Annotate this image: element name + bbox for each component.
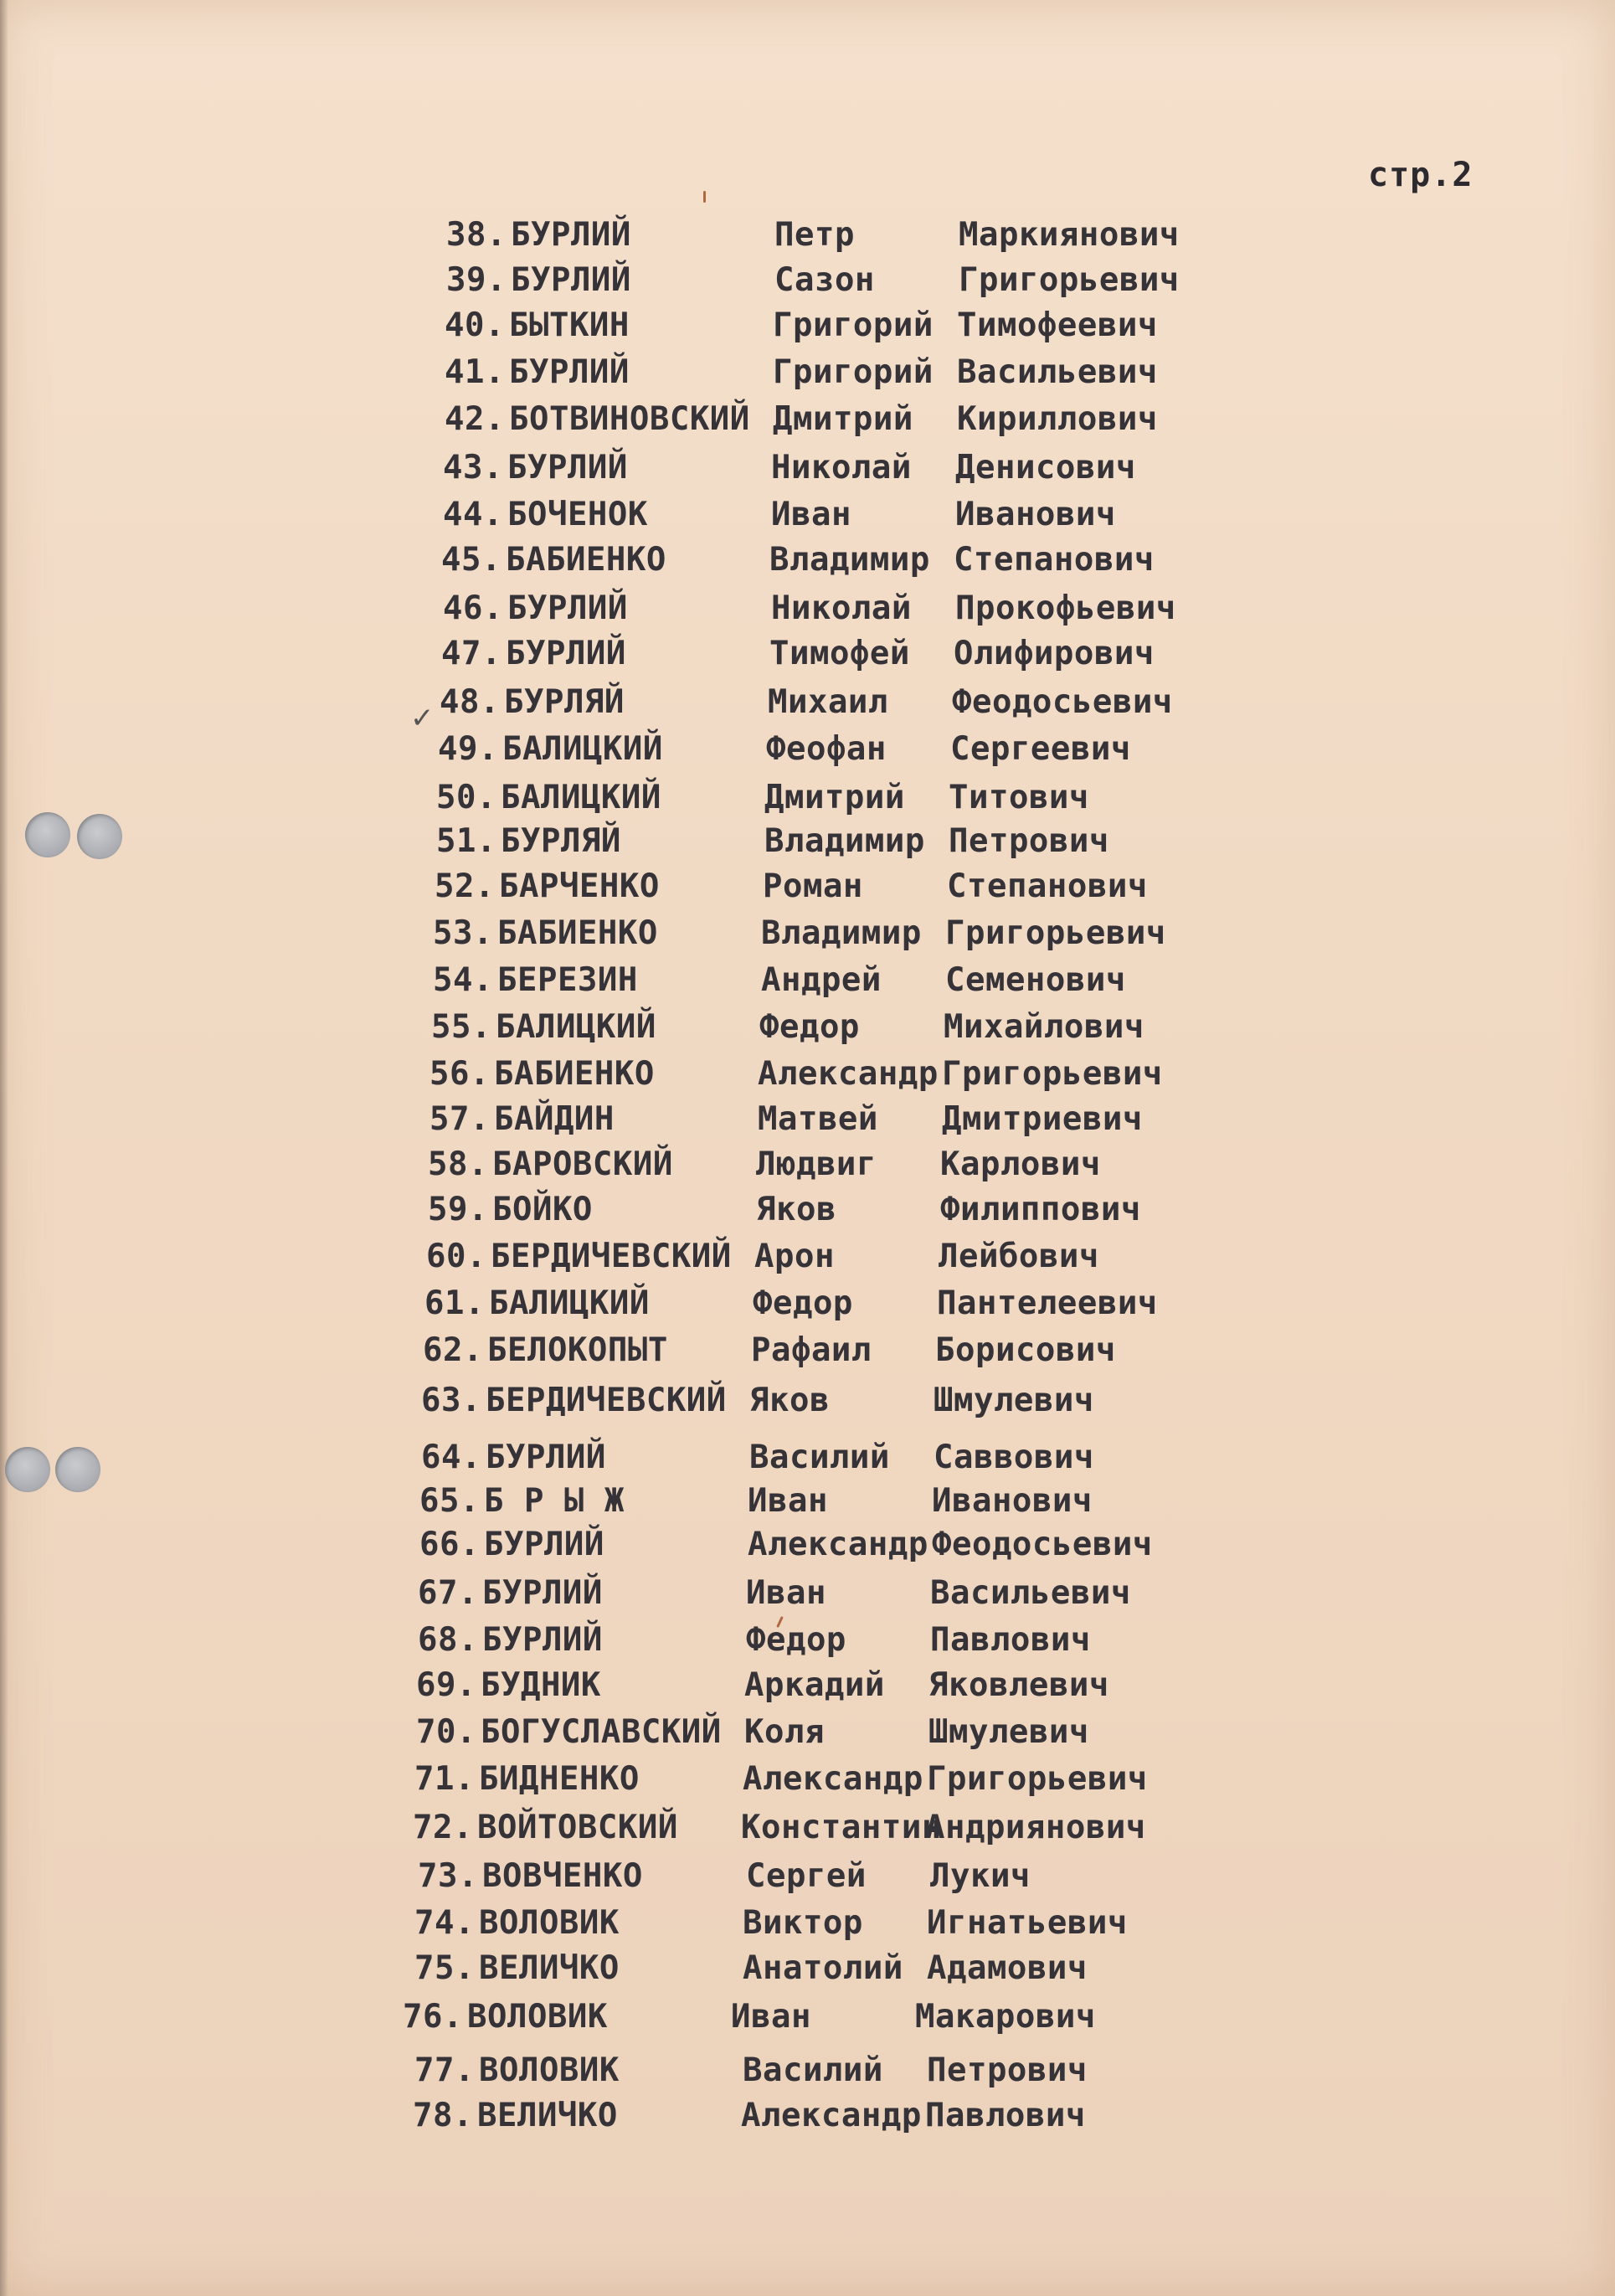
surname: БАБИЕНКО (506, 541, 666, 579)
entry-number: 59. (428, 1191, 488, 1228)
surname: БОЧЕНОК (507, 496, 648, 533)
entry-number: 57. (429, 1100, 490, 1138)
patronymic: Филиппович (940, 1191, 1141, 1228)
entry-number: 50. (436, 779, 496, 816)
patronymic: Лейбович (939, 1238, 1099, 1275)
given-name: Владимир (761, 914, 922, 952)
patronymic: Маркиянович (959, 216, 1180, 254)
patronymic: Петрович (927, 2051, 1088, 2089)
entry-number: 55. (431, 1008, 491, 1046)
entry-number: 75. (414, 1949, 475, 1987)
surname: Б Р Ы Ж (484, 1482, 625, 1520)
surname: ВОЛОВИК (479, 2051, 620, 2089)
surname: БАЛИЦКИЙ (502, 730, 663, 768)
surname: БАРЧЕНКО (499, 867, 660, 905)
given-name: Петр (774, 216, 855, 254)
entry-number: 40. (445, 306, 505, 344)
patronymic: Адамович (927, 1949, 1088, 1987)
given-name: Григорий (773, 353, 934, 391)
surname: БАРОВСКИЙ (492, 1145, 673, 1183)
given-name: Иван (731, 1998, 811, 2036)
given-name: Александр (748, 1526, 928, 1563)
given-name: Андрей (761, 961, 882, 999)
entry-number: 48. (440, 683, 500, 721)
given-name: Александр (741, 2097, 922, 2134)
patronymic: Васильевич (930, 1574, 1131, 1612)
patronymic: Григорьевич (959, 261, 1180, 299)
surname: ВОВЧЕНКО (482, 1857, 643, 1895)
surname: БУРЛИЙ (486, 1439, 606, 1476)
surname: ВОЛОВИК (479, 1904, 620, 1942)
given-name: Дмитрий (773, 400, 913, 438)
entry-number: 78. (413, 2097, 473, 2134)
patronymic: Дмитриевич (942, 1100, 1143, 1138)
surname: БУРЛИЙ (482, 1574, 603, 1612)
entry-number: 69. (416, 1666, 476, 1704)
surname: БАБИЕНКО (494, 1055, 655, 1093)
patronymic: Петрович (949, 822, 1109, 860)
entry-number: 71. (414, 1760, 475, 1798)
patronymic: Степанович (947, 867, 1148, 905)
given-name: Дмитрий (764, 779, 905, 816)
surname: БУРЛЯЙ (501, 822, 621, 860)
given-name: Николай (771, 449, 912, 486)
patronymic: Саввович (934, 1439, 1094, 1476)
given-name: Феофан (766, 730, 887, 768)
patronymic: Феодосьевич (932, 1526, 1153, 1563)
given-name: Иван (746, 1574, 826, 1612)
patronymic: Яковлевич (928, 1666, 1109, 1704)
given-name: Сазон (774, 261, 875, 299)
surname: БЫТКИН (509, 306, 630, 344)
entry-number: 73. (418, 1857, 478, 1895)
patronymic: Прокофьевич (955, 589, 1176, 627)
surname: БЕЛОКОПЫТ (487, 1331, 668, 1369)
entry-number: 68. (418, 1621, 478, 1659)
given-name: Иван (748, 1482, 828, 1520)
patronymic: Лукич (930, 1857, 1031, 1895)
surname: БУРЛИЙ (511, 261, 631, 299)
given-name: Григорий (773, 306, 934, 344)
patronymic: Григорьевич (942, 1055, 1163, 1093)
patronymic: Макарович (915, 1998, 1096, 2036)
surname: БУРЛИЙ (484, 1526, 604, 1563)
surname: БАЛИЦКИЙ (489, 1284, 650, 1322)
patronymic: Григорьевич (927, 1760, 1148, 1798)
given-name: Аркадий (744, 1666, 885, 1704)
patronymic: Михайлович (944, 1008, 1144, 1046)
patronymic: Игнатьевич (927, 1904, 1128, 1942)
given-name: Владимир (769, 541, 930, 579)
patronymic: Павлович (925, 2097, 1086, 2134)
given-name: Владимир (764, 822, 925, 860)
entry-number: 76. (403, 1998, 463, 2036)
given-name: Иван (771, 496, 851, 533)
surname: БАЛИЦКИЙ (496, 1008, 656, 1046)
given-name: Федор (759, 1008, 860, 1046)
surname: ВЕЛИЧКО (479, 1949, 620, 1987)
surname: БЕРДИЧЕВСКИЙ (486, 1382, 727, 1419)
entry-number: 51. (436, 822, 496, 860)
patronymic: Кириллович (957, 400, 1158, 438)
entry-number: 66. (419, 1526, 480, 1563)
page-number: стр.2 (1368, 156, 1474, 194)
patronymic: Тимофеевич (957, 306, 1158, 344)
entry-number: 47. (441, 635, 501, 672)
patronymic: Денисович (955, 449, 1136, 486)
surname: ВОЙТОВСКИЙ (477, 1809, 678, 1846)
patronymic: Борисович (935, 1331, 1116, 1369)
entry-number: 63. (421, 1382, 481, 1419)
entry-number: 74. (414, 1904, 475, 1942)
surname: БАБИЕНКО (497, 914, 658, 952)
check-mark-icon: ✓ (410, 702, 435, 735)
surname: БОТВИНОВСКИЙ (509, 400, 750, 438)
entry-number: 77. (414, 2051, 475, 2089)
patronymic: Шмулевич (928, 1713, 1089, 1751)
patronymic: Андриянович (925, 1809, 1146, 1846)
surname: БУРЛИЙ (511, 216, 631, 254)
surname: БОГУСЛАВСКИЙ (481, 1713, 722, 1751)
surname: БЕРЕЗИН (497, 961, 638, 999)
patronymic: Иванович (955, 496, 1116, 533)
given-name: Василий (743, 2051, 883, 2089)
given-name: Александр (758, 1055, 939, 1093)
given-name: Сергей (746, 1857, 867, 1895)
entry-number: 53. (433, 914, 493, 952)
given-name: Федор (753, 1284, 853, 1322)
entry-number: 46. (443, 589, 503, 627)
given-name: Михаил (768, 683, 888, 721)
surname: БИДНЕНКО (479, 1760, 640, 1798)
patronymic: Иванович (932, 1482, 1093, 1520)
patronymic: Феодосьевич (952, 683, 1173, 721)
patronymic: Карлович (940, 1145, 1101, 1183)
surname: БОЙКО (492, 1191, 593, 1228)
given-name: Василий (749, 1439, 890, 1476)
surname: БУРЛЯЙ (504, 683, 625, 721)
entry-number: 65. (419, 1482, 480, 1520)
given-name: Яков (756, 1191, 836, 1228)
given-name: Матвей (758, 1100, 878, 1138)
patronymic: Шмулевич (934, 1382, 1094, 1419)
given-name: Виктор (743, 1904, 863, 1942)
entry-number: 61. (424, 1284, 485, 1322)
given-name: Людвиг (756, 1145, 877, 1183)
entry-number: 52. (435, 867, 495, 905)
entry-number: 38. (446, 216, 507, 254)
entry-number: 64. (421, 1439, 481, 1476)
entry-number: 49. (438, 730, 498, 768)
given-name: Рафаил (751, 1331, 872, 1369)
given-name: Александр (743, 1760, 923, 1798)
given-name: Константин (741, 1809, 942, 1846)
patronymic: Семенович (945, 961, 1126, 999)
surname: БАЙДИН (494, 1100, 615, 1138)
entry-number: 43. (443, 449, 503, 486)
patronymic: Степанович (954, 541, 1155, 579)
entry-number: 62. (423, 1331, 483, 1369)
surname: БУРЛИЙ (507, 589, 628, 627)
entry-number: 67. (418, 1574, 478, 1612)
entry-number: 41. (445, 353, 505, 391)
surname: БУРЛИЙ (482, 1621, 603, 1659)
patronymic: Пантелеевич (937, 1284, 1158, 1322)
entry-number: 39. (446, 261, 507, 299)
patronymic: Васильевич (957, 353, 1158, 391)
entry-number: 60. (426, 1238, 486, 1275)
entry-number: 72. (413, 1809, 473, 1846)
patronymic: Григорьевич (945, 914, 1166, 952)
surname: ВЕЛИЧКО (477, 2097, 618, 2134)
entry-number: 70. (416, 1713, 476, 1751)
given-name: Николай (771, 589, 912, 627)
given-name: Тимофей (769, 635, 910, 672)
given-name: Коля (744, 1713, 825, 1751)
given-name: Роман (763, 867, 863, 905)
entry-number: 54. (433, 961, 493, 999)
given-name: Федор (746, 1621, 846, 1659)
entry-number: 44. (443, 496, 503, 533)
given-name: Яков (749, 1382, 830, 1419)
patronymic: Олифирович (954, 635, 1155, 672)
entry-number: 45. (441, 541, 501, 579)
given-name: Анатолий (743, 1949, 903, 1987)
patronymic: Титович (949, 779, 1089, 816)
patronymic: Сергеевич (950, 730, 1131, 768)
surname: БУРЛИЙ (506, 635, 626, 672)
surname: БЕРДИЧЕВСКИЙ (491, 1238, 732, 1275)
surname: БУРЛИЙ (507, 449, 628, 486)
surname: БАЛИЦКИЙ (501, 779, 661, 816)
entry-number: 56. (429, 1055, 490, 1093)
surname: ВОЛОВИК (467, 1998, 608, 2036)
surname: БУРЛИЙ (509, 353, 630, 391)
entry-number: 58. (428, 1145, 488, 1183)
patronymic: Павлович (930, 1621, 1091, 1659)
entry-number: 42. (445, 400, 505, 438)
given-name: Арон (754, 1238, 835, 1275)
surname: БУДНИК (481, 1666, 601, 1704)
